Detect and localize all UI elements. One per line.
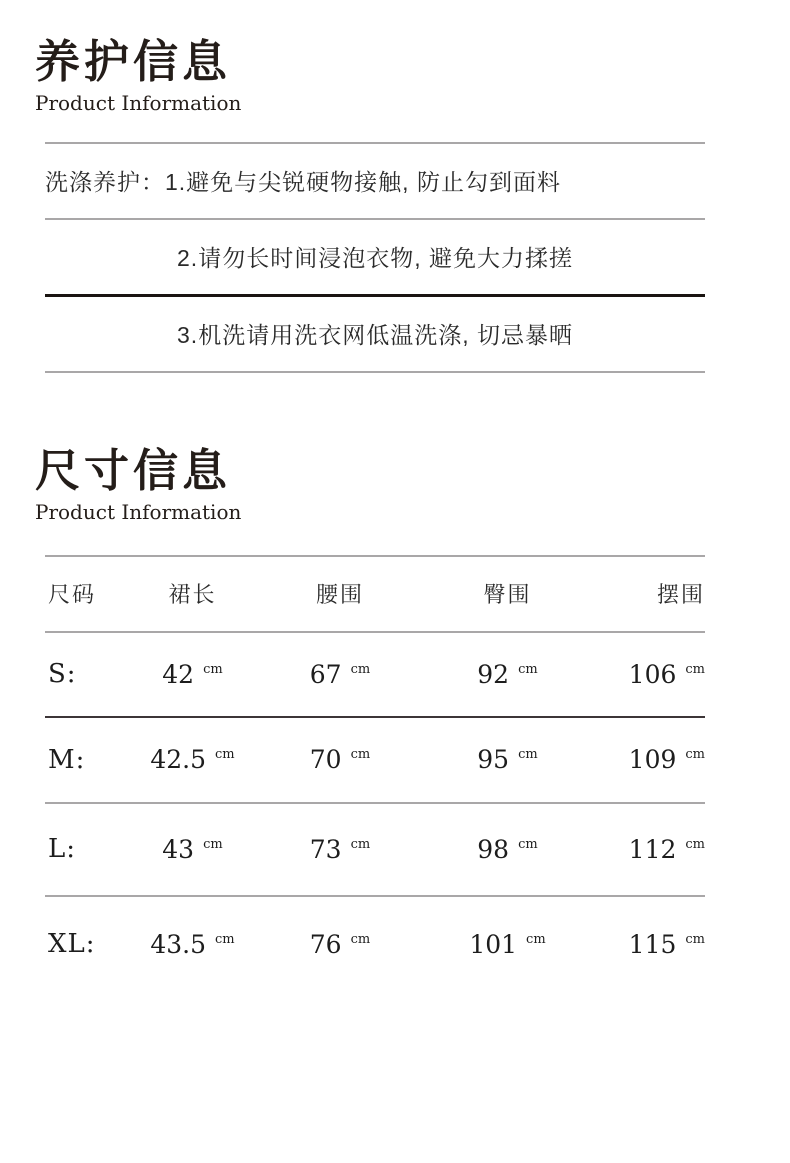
- care-title-block: [35, 36, 790, 116]
- cell-value: 92: [477, 659, 510, 689]
- column-header-waist: 腰围: [315, 582, 364, 607]
- cell-value: 95: [477, 745, 510, 774]
- cell-unit: cm: [518, 747, 538, 762]
- table-row: [45, 804, 705, 895]
- cell-unit: cm: [350, 836, 371, 852]
- care-row: [45, 297, 705, 371]
- cell-value: 76: [309, 929, 342, 959]
- care-label: 洗涤养护：: [45, 169, 165, 196]
- column-header-size: 尺码: [48, 582, 97, 607]
- care-section-subtitle: Product Information: [35, 90, 242, 115]
- cell-value: 42.5: [150, 745, 207, 774]
- cell-value: 115: [628, 929, 677, 959]
- cell-value: 106: [628, 659, 677, 689]
- cell-unit: cm: [518, 661, 538, 677]
- cell-value: 73: [309, 834, 342, 864]
- divider: [45, 371, 705, 373]
- care-row: [45, 220, 705, 294]
- size-section-title: 尺寸信息: [35, 443, 232, 497]
- cell-unit: cm: [350, 931, 371, 947]
- row-size-label: XL:: [48, 929, 96, 959]
- size-table-header-row: [45, 557, 705, 631]
- cell-unit: cm: [685, 836, 705, 852]
- row-size-label: M:: [48, 744, 86, 775]
- care-item: 2.请勿长时间浸泡衣物, 避免大力揉搓: [177, 245, 573, 272]
- cell-value: 70: [309, 745, 342, 774]
- care-instructions: [45, 142, 705, 373]
- cell-unit: cm: [350, 661, 371, 677]
- cell-unit: cm: [215, 747, 235, 762]
- cell-unit: cm: [685, 661, 705, 677]
- size-table: [45, 555, 705, 992]
- cell-value: 67: [309, 659, 342, 689]
- column-header-hem: 摆围: [656, 582, 705, 607]
- size-title-block: [35, 445, 790, 525]
- size-section: [0, 445, 790, 992]
- cell-unit: cm: [203, 836, 223, 852]
- cell-value: 101: [469, 929, 518, 959]
- cell-unit: cm: [350, 747, 371, 762]
- size-section-subtitle: Product Information: [35, 499, 242, 524]
- care-section-title: 养护信息: [35, 35, 232, 88]
- row-size-label: L:: [48, 834, 77, 864]
- cell-value: 42: [162, 659, 195, 689]
- care-row: [45, 144, 705, 218]
- cell-unit: cm: [685, 747, 705, 762]
- column-header-skirt-length: 裙长: [168, 582, 217, 607]
- cell-unit: cm: [685, 931, 705, 947]
- cell-unit: cm: [215, 931, 235, 947]
- cell-value: 43: [162, 834, 195, 864]
- care-section: [0, 36, 790, 373]
- cell-value: 43.5: [150, 929, 207, 959]
- care-item: 3.机洗请用洗衣网低温洗涤, 切忌暴晒: [177, 322, 573, 349]
- column-header-hip: 臀围: [483, 582, 532, 607]
- cell-value: 109: [628, 745, 677, 774]
- cell-unit: cm: [203, 661, 223, 677]
- cell-unit: cm: [526, 931, 546, 947]
- table-row: [45, 633, 705, 716]
- table-row: [45, 897, 705, 992]
- table-row: [45, 718, 705, 802]
- row-size-label: S:: [48, 659, 77, 689]
- cell-value: 98: [477, 834, 510, 864]
- cell-unit: cm: [518, 836, 538, 852]
- cell-value: 112: [628, 834, 677, 864]
- care-item: 1.避免与尖锐硬物接触, 防止勾到面料: [165, 169, 561, 196]
